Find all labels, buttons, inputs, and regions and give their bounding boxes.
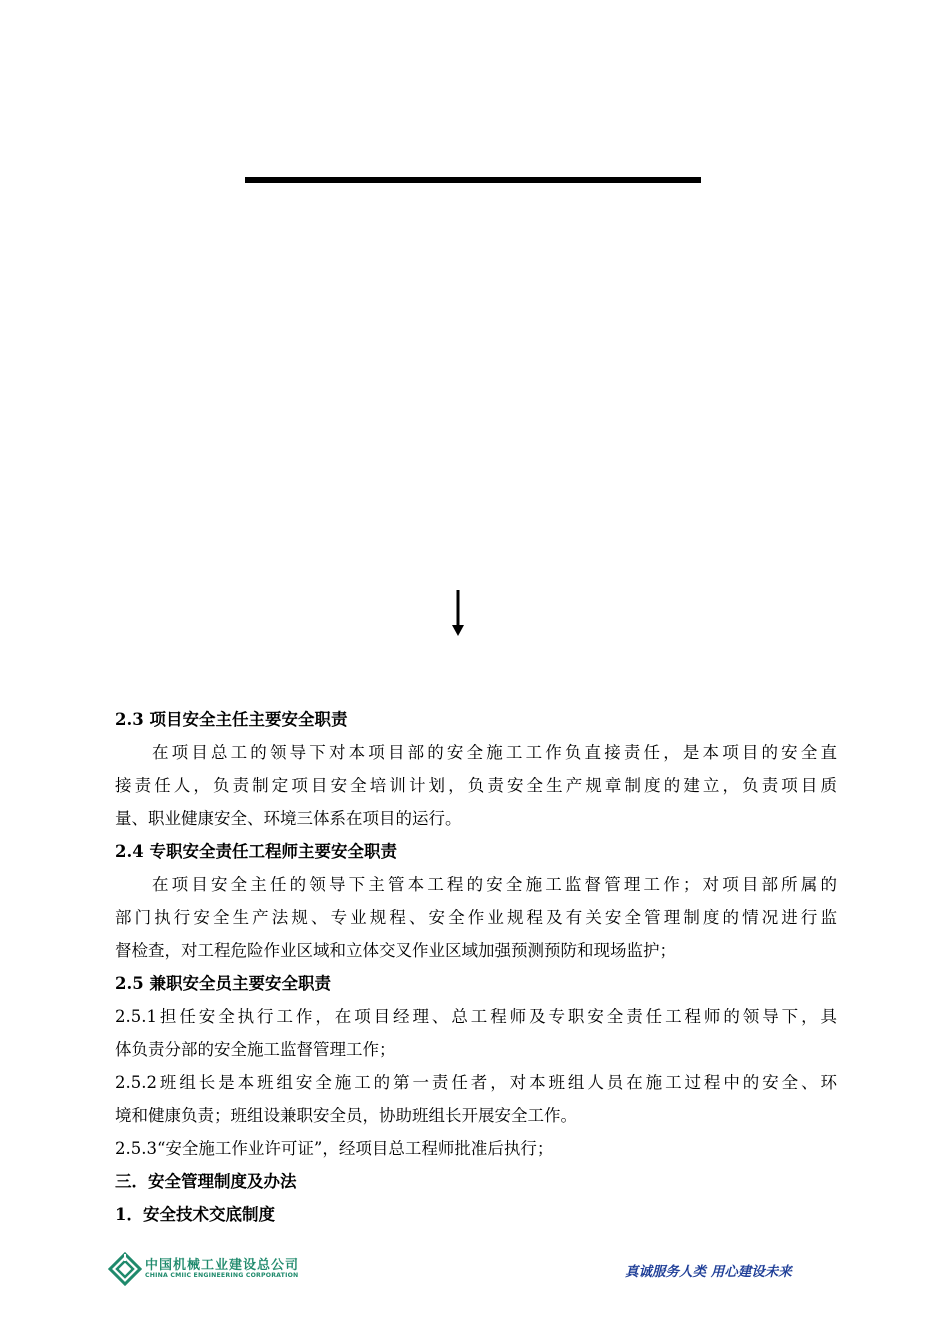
section-line: 2.5.3“安全施工作业许可证”，经项目总工程师批准后执行； [115, 1139, 554, 1158]
section-line: 境和健康负责；班组设兼职安全员，协助班组长开展安全工作。 [115, 1106, 577, 1125]
section-line: 接责任人，负责制定项目安全培训计划，负责安全生产规章制度的建立，负责项目质 [115, 776, 837, 795]
section-line: 2.3 项目安全主任主要安全职责 [115, 710, 348, 729]
section-line: 2.5.2班组长是本班组安全施工的第一责任者，对本班组人员在施工过程中的安全、环 [115, 1073, 837, 1092]
section-line: 量、职业健康安全、环境三体系在项目的运行。 [115, 809, 462, 828]
section-line: 体负责分部的安全施工监督管理工作； [115, 1040, 396, 1059]
section-line: 1．安全技术交底制度 [115, 1205, 275, 1224]
section-line: 2.5.1担任安全执行工作，在项目经理、总工程师及专职安全责任工程师的领导下，具 [115, 1007, 837, 1026]
section-line: 在项目安全主任的领导下主管本工程的安全施工监督管理工作；对项目部所属的 [152, 875, 837, 894]
company-name-cn: 中国机械工业建设总公司 [145, 1258, 300, 1273]
section-line: 2.4 专职安全责任工程师主要安全职责 [115, 842, 397, 861]
section-line: 在项目总工的领导下对本项目部的安全施工工作负直接责任，是本项目的安全直 [152, 743, 837, 762]
company-logo-icon [108, 1252, 142, 1286]
footer-slogan: 真诚服务人类 用心建设未来 [625, 1264, 792, 1280]
company-name-en: CHINA CMIIC ENGINEERING CORPORATION [145, 1272, 299, 1279]
horizontal-rule [245, 177, 701, 183]
section-line: 2.5 兼职安全员主要安全职责 [115, 974, 331, 993]
section-line: 三．安全管理制度及办法 [115, 1172, 297, 1191]
section-line: 督检查，对工程危险作业区域和立体交叉作业区域加强预测预防和现场监护； [115, 941, 676, 960]
down-arrow-icon [451, 590, 465, 636]
document-body [115, 703, 837, 1231]
section-line: 部门执行安全生产法规、专业规程、安全作业规程及有关安全管理制度的情况进行监 [115, 908, 837, 927]
company-logo [108, 1252, 308, 1286]
